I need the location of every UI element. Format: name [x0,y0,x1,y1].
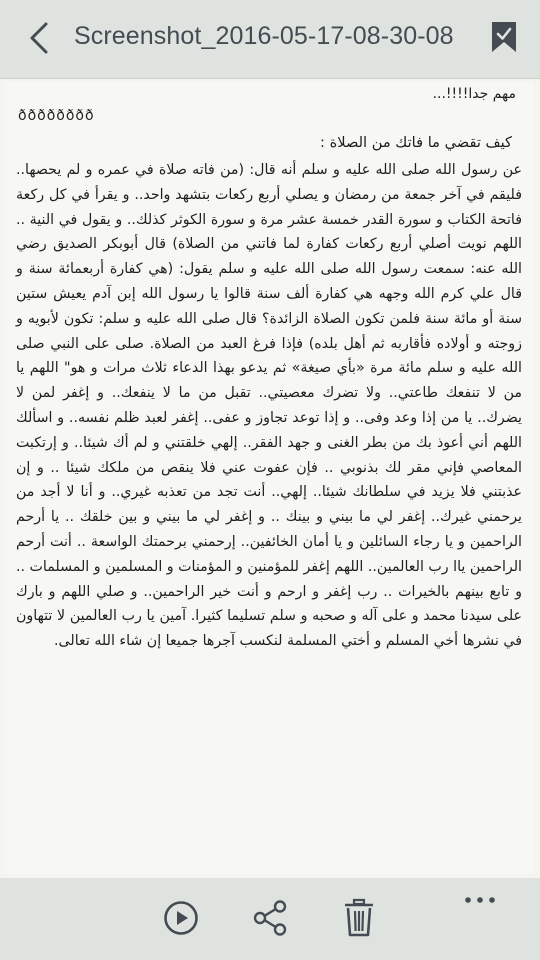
bottom-action-bar [0,878,540,960]
top-app-bar [0,0,540,78]
bookmark-button[interactable] [490,20,518,54]
note-content [4,82,534,874]
back-button[interactable] [24,18,54,58]
delete-button[interactable] [337,896,381,940]
trash-icon [342,898,376,938]
screenshot-image[interactable] [0,78,540,878]
bookmark-icon [490,20,518,54]
screen-title: Screenshot_2016-05-17-08-30-08 [74,22,454,50]
play-icon [163,900,199,936]
share-button[interactable] [248,896,292,940]
chevron-left-icon [28,21,50,55]
note-title: كيف تقضي ما فاتك من الصلاة : [320,134,512,151]
note-header: مهم جدا!!!!... [432,86,516,102]
note-emoji-line: ðððððððð [18,108,95,124]
more-options-button[interactable] [458,878,502,922]
slideshow-button[interactable] [159,896,203,940]
note-body: عن رسول الله صلى الله عليه و سلم أنه قال: (من فاته صلاة في عمره و لم يحصها.. فليقم في آخر جمعة من رمضان و يصلي أربع ركعات بتشهد واحد.. و يقرأ في كل ركعة فاتحة الكتاب و سورة القدر خمسة عشر مرة و سورة الكوثر كذلك.. و يقول في النية .. اللهم نويت أصلي أربع ركعات كفارة لما فاتني من الصلاة) قال أبوبكر الصديق رضي الله عنه: سمعت رسول الله صلى الله عليه و سلم يقول: (هي كفارة أربعمائة سنة و قال علي كرم الله وجهه هي كفارة ألف سنة قالوا يا رسول الله إبن آدم يعيش ستين سنة أو مائة سنة فلمن تكون الصلاة الزائدة؟ قال صلى الله عليه و سلم: تكون لأبويه و زوجته و أولاده فأقاربه ثم أهل بلده) فإذا فرغ العبد من الصلاة. صلى على النبي صلى الله عليه و سلم مائة مرة «بأي صيغة» ثم يدعو بهذا الدعاء ثلاث مرات و هو" اللهم يا من لا تنفعك طاعتي.. ولا تضرك معصيتي.. تقبل من ما لا ينفعك.. و إغفر لمن لا يضرك.. يا من إذا وعد وفى.. و إذا توعد تجاوز و عفى.. إغفر لعبد ظلم نفسه.. و اسألك اللهم أني أعوذ بك من بطر الغنى و جهد الفقر.. إلهي خلقتني و لم أك شيئا.. و إرتكبت المعاصي فإني مقر لك بذنوبي .. فإن عفوت عني فلا ينقص من ملكك شيئا .. و إن عذبتني فلا يزيد في سلطانك شيئا.. إلهي.. أنت تجد من تعذبه غيري.. و أنا لا أجد من يرحمني غيرك.. إغفر لي ما بيني و بينك .. و إغفر لي ما بيني و بين خلقك .. يا أرحم الراحمين و يا رجاء السائلين و يا أمان الخائفين.. إرحمني برحمتك الواسعة .. أنت أرحم الراحمين ياا رب العالمين.. اللهم إغفر للمؤمنين و المؤمنات و المسلمين و المسلمات .. و تابع بينهم بالخيرات .. رب إغفر و ارحم و أنت خير الراحمين.. و صلي اللهم و بارك على سيدنا محمد و على آله و صحبه و سلم تسليما كثيرا. آمين يا رب العالمين لا تتهاون في نشرها أخي المسلم و أختي المسلمة لنكسب آجرها جميعا إن شاء الله تعالى. [16,162,522,650]
share-icon [250,898,290,938]
more-dots-icon [460,890,500,910]
